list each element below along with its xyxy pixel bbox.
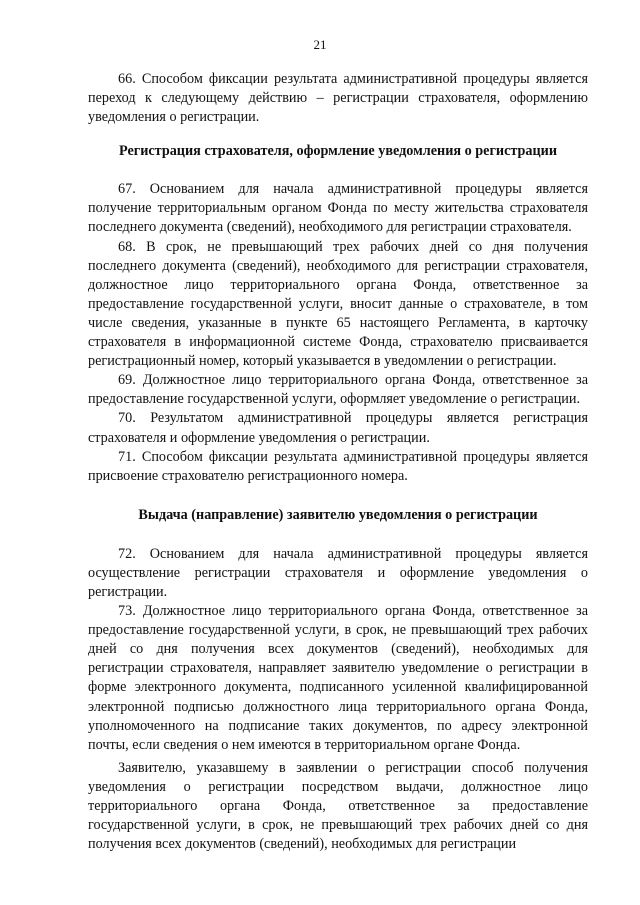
- section-heading-issuance: Выдача (направление) заявителю уведомления о регистрации: [138, 506, 538, 523]
- paragraph-applicant-delivery: Заявителю, указавшему в заявлении о регистрации способ получения уведомления о регистрации посредством выдачи, должностное лицо территориального органа Фонда, ответственное за предоставление государственной услуги, в срок, не превышающий трех рабочих дней со дня получения всех документов (сведений), необходимых для регистрации: [88, 759, 588, 853]
- paragraph-69: 69. Должностное лицо территориального органа Фонда, ответственное за предоставление государственной услуги, оформляет уведомление о регистрации.: [88, 372, 588, 408]
- paragraph-70: 70. Результатом административной процедуры является регистрация страхователя и оформление уведомления о регистрации.: [88, 410, 588, 446]
- page-number: 21: [313, 37, 327, 52]
- paragraph-73: 73. Должностное лицо территориального органа Фонда, ответственное за предоставление государственной услуги, в срок, не превышающий трех рабочих дней со дня получения всех документов (сведений), необходимых для регистрации страхователя, направляет заявителю уведомление о регистрации в форме электронного документа, подписанного усиленной квалифицированной электронной подписью должностного лица территориального органа Фонда, уполномоченного на подписание таких документов, по адресу электронной почты, если сведения о нем имеются в территориальном органе Фонда.: [88, 603, 588, 753]
- paragraph-71: 71. Способом фиксации результата административной процедуры является присвоение страхователю регистрационного номера.: [88, 448, 588, 484]
- paragraph-72: 72. Основанием для начала административной процедуры является осуществление регистрации страхователя и оформление уведомления о регистрации.: [88, 545, 588, 600]
- document-body: [88, 70, 588, 854]
- paragraph-68: 68. В срок, не превышающий трех рабочих дней со дня получения последнего документа (сведений), необходимого для регистрации страхователя, должностное лицо территориального органа Фонда, ответственное за предоставление государственной услуги, вносит данные о страхователе, в том числе сведения, указанные в пункте 65 настоящего Регламента, в карточку страхователя в информационной системе Фонда, страхователю присваивается регистрационный номер, который указывается в уведомлении о регистрации.: [88, 238, 588, 370]
- paragraph-66: 66. Способом фиксации результата административной процедуры является переход к следующему действию – регистрации страхователя, оформлению уведомления о регистрации.: [88, 71, 588, 126]
- section-heading-registration: Регистрация страхователя, оформление уведомления о регистрации: [118, 143, 558, 160]
- paragraph-67: 67. Основанием для начала административной процедуры является получение территориальным органом Фонда по месту жительства страхователя последнего документа (сведений), необходимого для регистрации страхователя.: [88, 181, 588, 236]
